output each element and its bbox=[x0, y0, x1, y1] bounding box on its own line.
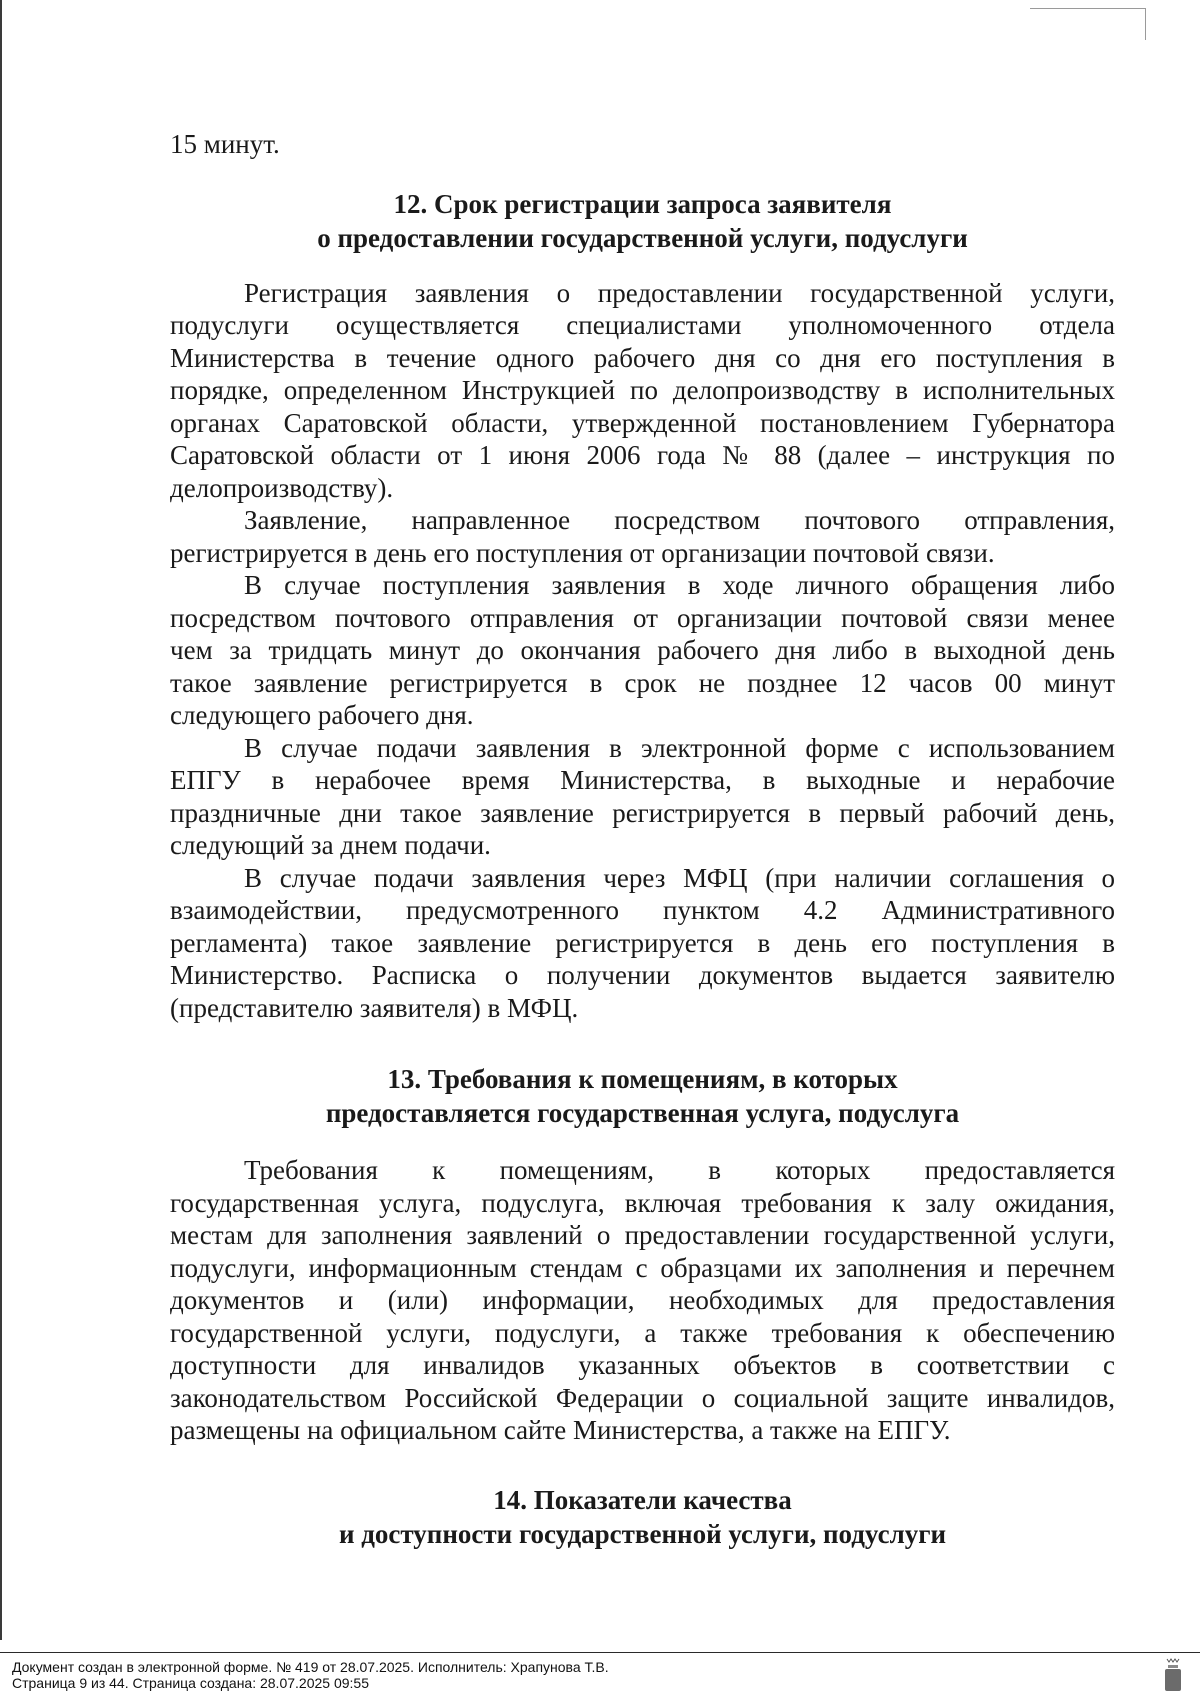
text-line: органах Саратовской области, утвержденной постановлением Губернатора bbox=[170, 407, 1115, 438]
text-line: регистрируется в день его поступления от организации почтовой связи. bbox=[170, 537, 995, 568]
text-line: ЕПГУ в нерабочее время Министерства, в выходные и нерабочие bbox=[170, 765, 1115, 795]
section-13-heading bbox=[170, 1062, 1115, 1130]
text-line: порядке, определенном Инструкцией по делопроизводству в исполнительных bbox=[170, 375, 1115, 405]
text-line: В случае подачи заявления в электронной форме с использованием bbox=[244, 732, 1115, 763]
scan-edge-left bbox=[0, 0, 2, 1640]
document-page bbox=[170, 128, 1115, 1551]
text-line: посредством почтового отправления от организации почтовой связи менее bbox=[170, 602, 1115, 633]
text-line: государственной услуги, подуслуги, а также требования к обеспечению bbox=[170, 1317, 1115, 1348]
section-12-heading-line: о предоставлении государственной услуги, подуслуги bbox=[317, 222, 968, 253]
footer-line-document-info: Документ создан в электронной форме. № 419 от 28.07.2025. Исполнитель: Храпунова Т.В. bbox=[12, 1659, 609, 1675]
text-line: законодательством Российской Федерации о социальной защите инвалидов, bbox=[170, 1382, 1115, 1413]
text-line: размещены на официальном сайте Министерства, а также на ЕПГУ. bbox=[170, 1415, 951, 1445]
text-line: праздничные дни такое заявление регистрируется в первый рабочий день, bbox=[170, 797, 1115, 828]
text-line: Саратовской области от 1 июня 2006 года № 88 (далее – инструкция по bbox=[170, 440, 1115, 470]
footer-line-page-info: Страница 9 из 44. Страница создана: 28.07.2025 09:55 bbox=[12, 1675, 369, 1691]
scan-edge-right bbox=[1145, 8, 1146, 40]
text-line: Регистрация заявления о предоставлении государственной услуги, bbox=[244, 277, 1115, 308]
text-line: делопроизводству). bbox=[170, 472, 394, 503]
section-13-heading-line: 13. Требования к помещениям, в которых bbox=[387, 1064, 898, 1094]
section-12-heading bbox=[170, 187, 1115, 255]
text-line: местам для заполнения заявлений о предоставлении государственной услуги, bbox=[170, 1220, 1115, 1250]
section-12-heading-line: 12. Срок регистрации запроса заявителя bbox=[393, 188, 892, 219]
text-line: Заявление, направленное посредством почтового отправления, bbox=[244, 505, 1115, 535]
section-13-body bbox=[170, 1154, 1115, 1447]
text-line: регламента) такое заявление регистрируется в день его поступления в bbox=[170, 927, 1115, 958]
section-14-heading-line: и доступности государственной услуги, подуслуги bbox=[338, 1518, 947, 1549]
section-12-body bbox=[170, 277, 1115, 1025]
text-line: Требования к помещениям, в которых предоставляется bbox=[244, 1155, 1115, 1185]
text-line: доступности для инвалидов указанных объектов в соответствии с bbox=[170, 1350, 1115, 1380]
scan-edge-top bbox=[1030, 8, 1145, 9]
text-line: Министерства в течение одного рабочего дня со дня его поступления в bbox=[170, 342, 1115, 373]
text-line: следующего рабочего дня. bbox=[170, 700, 474, 730]
text-line: подуслуги, информационным стендам с образцами их заполнения и перечнем bbox=[170, 1252, 1115, 1283]
text-line: подуслуги осуществляется специалистами уполномоченного отдела bbox=[170, 310, 1115, 340]
text-line: документов и (или) информации, необходимых для предоставления bbox=[170, 1285, 1115, 1315]
text-line: В случае поступления заявления в ходе личного обращения либо bbox=[244, 570, 1115, 600]
text-line: такое заявление регистрируется в срок не позднее 12 часов 00 минут bbox=[170, 667, 1115, 698]
text-line: взаимодействии, предусмотренного пунктом 4.2 Административного bbox=[170, 895, 1115, 925]
text-line: чем за тридцать минут до окончания рабочего дня либо в выходной день bbox=[170, 635, 1115, 665]
section-13-heading-line: предоставляется государственная услуга, подуслуга bbox=[325, 1098, 960, 1128]
text-line: Министерство. Расписка о получении документов выдается заявителю bbox=[170, 960, 1115, 990]
section-14-heading bbox=[170, 1483, 1115, 1551]
section-14-heading-line: 14. Показатели качества bbox=[493, 1484, 792, 1515]
intro-line: 15 минут. bbox=[170, 129, 280, 159]
text-line: В случае подачи заявления через МФЦ (при наличии соглашения о bbox=[244, 862, 1115, 893]
document-footer bbox=[0, 1652, 1200, 1699]
coat-of-arms-icon bbox=[1164, 1657, 1182, 1693]
text-line: следующий за днем подачи. bbox=[170, 830, 491, 860]
text-line: государственная услуга, подуслуга, включая требования к залу ожидания, bbox=[170, 1187, 1115, 1218]
text-line: (представителю заявителя) в МФЦ. bbox=[170, 992, 579, 1023]
